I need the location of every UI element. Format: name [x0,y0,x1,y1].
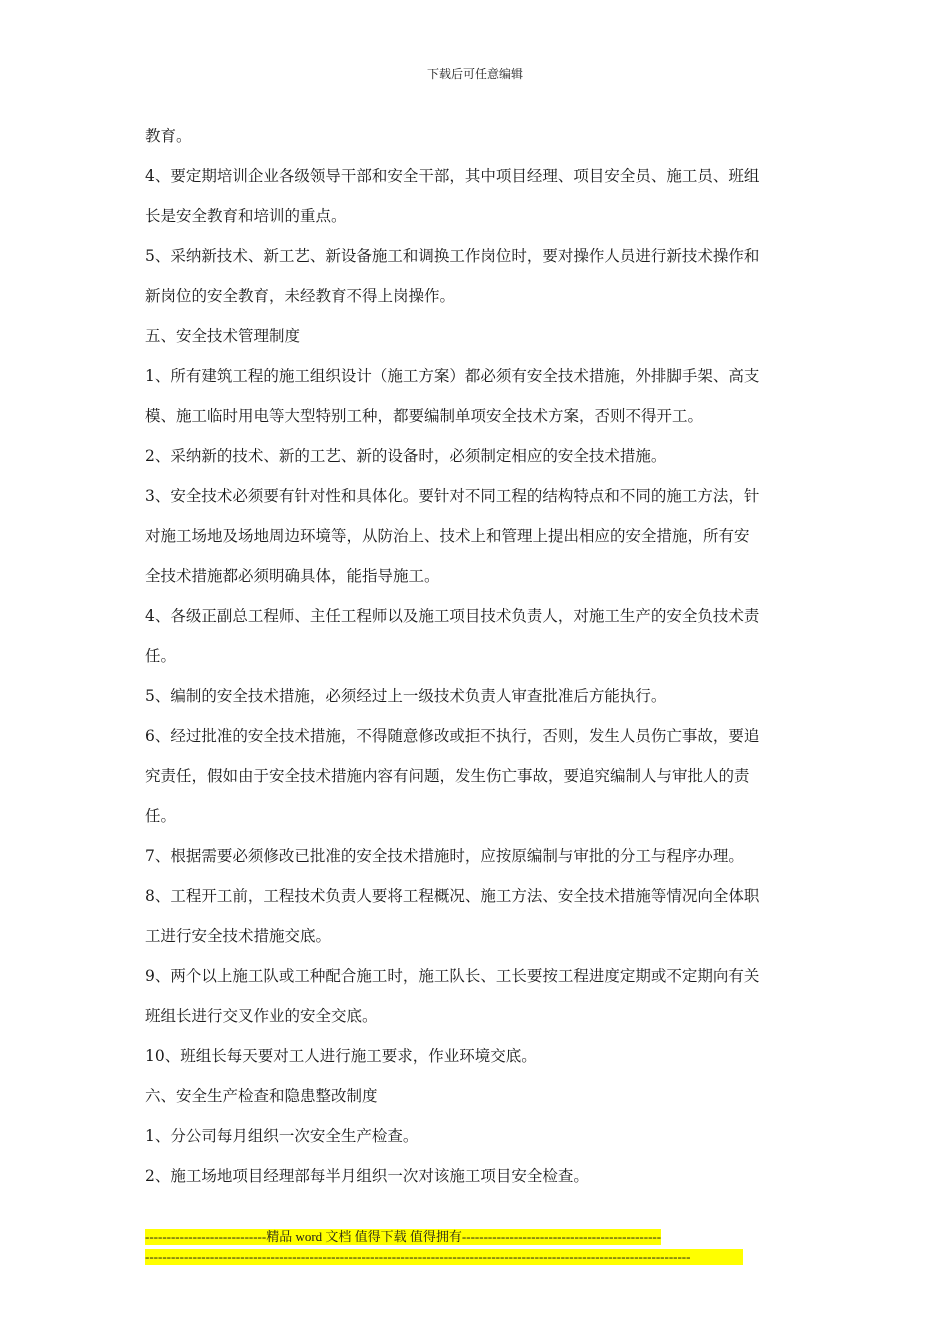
paragraph-line: 4、要定期培训企业各级领导干部和安全干部，其中项目经理、项目安全员、施工员、班组 [145,167,760,185]
paragraph-line: 10、班组长每天要对工人进行施工要求，作业环境交底。 [145,1047,537,1065]
paragraph-line: 8、工程开工前，工程技术负责人要将工程概况、施工方法、安全技术措施等情况向全体职 [145,887,760,905]
footer-banner [145,1229,745,1269]
paragraph-line: 长是安全教育和培训的重点。 [145,207,347,225]
paragraph-line: 任。 [145,647,177,665]
paragraph-line: 1、所有建筑工程的施工组织设计（施工方案）都必须有安全技术措施，外排脚手架、高支 [145,367,760,385]
paragraph-line: 新岗位的安全教育，未经教育不得上岗操作。 [145,287,456,305]
paragraph-line: 五、安全技术管理制度 [145,327,301,345]
paragraph-line: 9、两个以上施工队或工种配合施工时，施工队长、工长要按工程进度定期或不定期向有关 [145,967,760,985]
paragraph-line: 模、施工临时用电等大型特别工种，都要编制单项安全技术方案，否则不得开工。 [145,407,704,425]
paragraph-line: 任。 [145,807,177,825]
paragraph-line: 1、分公司每月组织一次安全生产检查。 [145,1127,419,1145]
paragraph-line: 2、施工场地项目经理部每半月组织一次对该施工项目安全检查。 [145,1167,589,1185]
paragraph-line: 5、采纳新技术、新工艺、新设备施工和调换工作岗位时，要对操作人员进行新技术操作和 [145,247,760,265]
paragraph-line: 班组长进行交叉作业的安全交底。 [145,1007,378,1025]
paragraph-line: 3、安全技术必须要有针对性和具体化。要针对不同工程的结构特点和不同的施工方法，针 [145,487,760,505]
paragraph-line: 2、采纳新的技术、新的工艺、新的设备时，必须制定相应的安全技术措施。 [145,447,667,465]
footer-line-2: ------------------------------------------------------------------------------------------------------------------------------ [145,1249,743,1265]
paragraph-line: 7、根据需要必须修改已批准的安全技术措施时，应按原编制与审批的分工与程序办理。 [145,847,744,865]
paragraph-line: 工进行安全技术措施交底。 [145,927,332,945]
paragraph-line: 全技术措施都必须明确具体，能指导施工。 [145,567,440,585]
paragraph-line: 教育。 [145,127,192,145]
paragraph-line: 六、安全生产检查和隐患整改制度 [145,1087,378,1105]
paragraph-line: 6、经过批准的安全技术措施，不得随意修改或拒不执行，否则，发生人员伤亡事故，要追 [145,727,760,745]
paragraph-line: 究责任，假如由于安全技术措施内容有问题，发生伤亡事故，要追究编制人与审批人的责 [145,767,750,785]
paragraph-line: 5、编制的安全技术措施，必须经过上一级技术负责人审查批准后方能执行。 [145,687,667,705]
footer-line-1: ----------------------------精品 word 文档 值得下载 值得拥有---------------------------------------------- [145,1229,662,1244]
paragraph-line: 4、各级正副总工程师、主任工程师以及施工项目技术负责人，对施工生产的安全负技术责 [145,607,760,625]
page-header: 下载后可任意编辑 [426,67,523,81]
document-body [145,116,810,1196]
paragraph-line: 对施工场地及场地周边环境等，从防治上、技术上和管理上提出相应的安全措施，所有安 [145,527,750,545]
